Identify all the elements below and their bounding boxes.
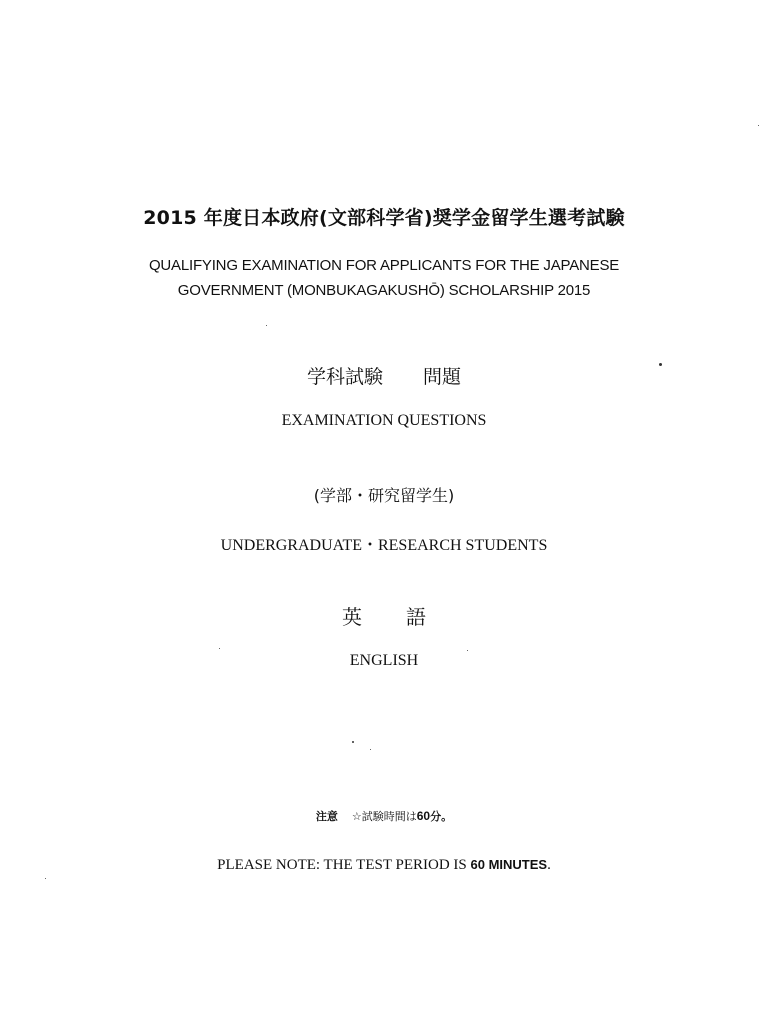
questions-label-japanese: 問題 — [423, 366, 462, 388]
subject-char-1: 英 — [342, 605, 362, 629]
scan-speck — [45, 878, 46, 879]
exam-questions-japanese — [0, 362, 768, 389]
note-label: 注意 — [315, 810, 338, 823]
subject-char-2: 語 — [406, 605, 426, 629]
scan-speck — [370, 749, 371, 750]
exam-label-japanese: 学科試験 — [306, 366, 383, 388]
exam-questions-english: EXAMINATION QUESTIONS — [281, 412, 487, 429]
note-japanese — [0, 808, 768, 824]
note-english-minutes: 60 MINUTES — [470, 857, 548, 872]
scan-speck — [758, 125, 759, 126]
title-japanese: 2015 年度日本政府(文部科学省)奨学金留学生選考試験 — [143, 207, 625, 229]
note-english-prefix: PLEASE NOTE: THE TEST PERIOD IS — [217, 857, 471, 873]
note-english — [0, 857, 768, 874]
title-english-line-2: GOVERNMENT (MONBUKAGAKUSHŌ) SCHOLARSHIP 2015 — [177, 282, 591, 299]
subject-english: ENGLISH — [349, 652, 419, 669]
scan-speck — [467, 650, 468, 651]
students-japanese: (学部・研究留学生) — [313, 486, 455, 505]
note-text-japanese: ☆試験時間は — [351, 810, 417, 823]
scan-speck — [266, 325, 267, 326]
scan-speck — [352, 741, 354, 743]
note-english-suffix: . — [547, 857, 551, 873]
scan-speck — [219, 648, 220, 649]
note-minutes-unit: 分。 — [430, 810, 453, 823]
note-minutes-number: 60 — [416, 809, 431, 823]
students-english: UNDERGRADUATE・RESEARCH STUDENTS — [220, 537, 548, 554]
subject-japanese — [0, 601, 768, 630]
title-english-line-1: QUALIFYING EXAMINATION FOR APPLICANTS FOR THE JAPANESE — [148, 257, 620, 274]
scan-speck — [659, 363, 662, 366]
